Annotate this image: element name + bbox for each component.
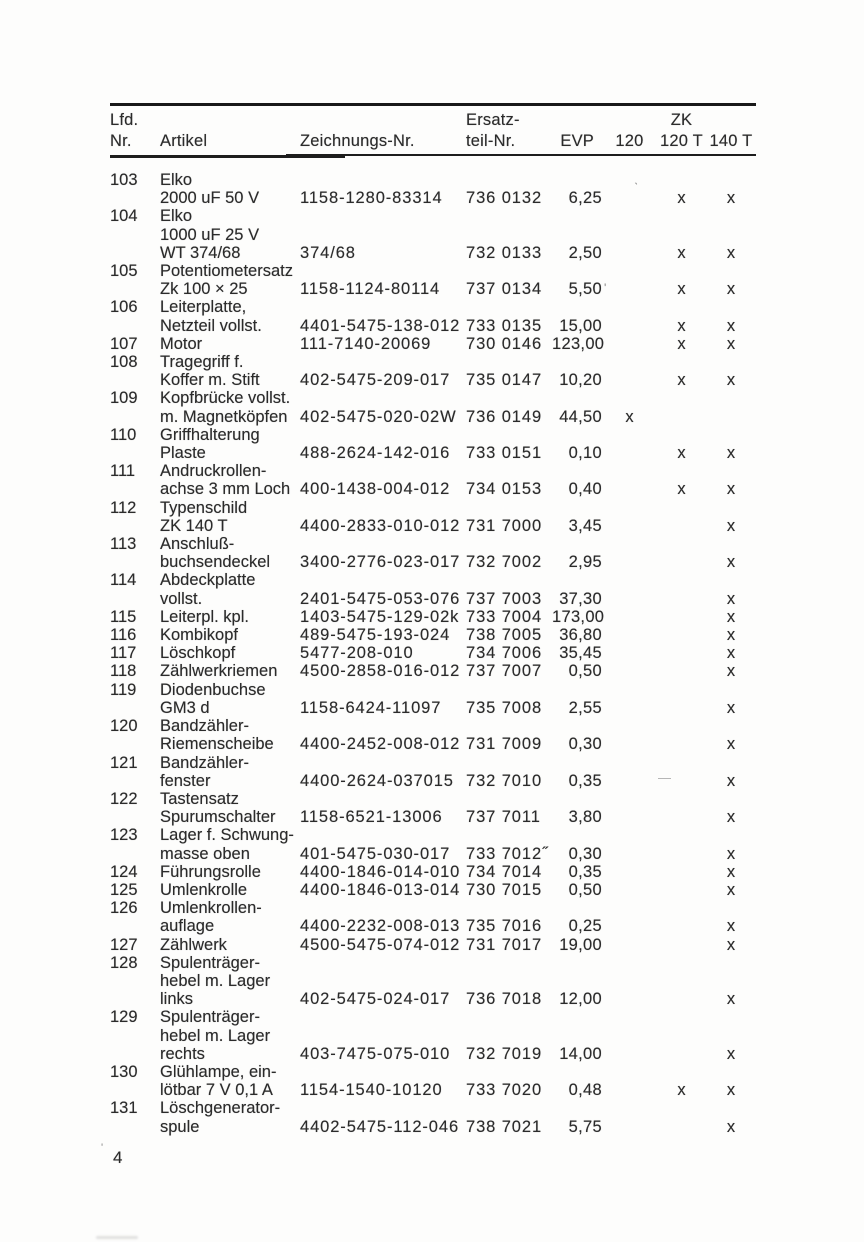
article-name bbox=[160, 1063, 300, 1099]
table-row bbox=[110, 462, 756, 498]
article-name bbox=[160, 207, 300, 262]
article-line: Tragegriff f. bbox=[160, 353, 244, 372]
mark-140t: x bbox=[726, 626, 736, 645]
drawing-number: 403-7475-075-010 bbox=[300, 1044, 451, 1063]
table-row bbox=[110, 626, 756, 644]
mark-140t: x bbox=[726, 771, 736, 790]
evp-price: 0,35 bbox=[568, 771, 602, 790]
table-row bbox=[110, 353, 756, 389]
article-line: Zk 100 × 25 bbox=[160, 280, 248, 299]
table-row bbox=[110, 826, 756, 862]
row-number: 116 bbox=[110, 626, 137, 645]
table-row bbox=[110, 899, 756, 935]
spare-part-number: 734 0153 bbox=[466, 480, 543, 499]
mark-140t: x bbox=[726, 334, 736, 353]
drawing-number: 4400-2833-010-012 bbox=[300, 516, 461, 535]
article-line: Spurumschalter bbox=[160, 808, 276, 827]
row-number: 121 bbox=[110, 753, 138, 772]
table-row bbox=[110, 1099, 756, 1135]
spare-part-number: 732 7002 bbox=[466, 553, 543, 572]
article-line: Anschluß- bbox=[160, 535, 235, 554]
article-name bbox=[160, 298, 300, 334]
evp-price: 2,55 bbox=[568, 698, 602, 717]
article-name bbox=[160, 1008, 300, 1063]
article-line: Leiterplatte, bbox=[160, 298, 247, 317]
article-line: Koffer m. Stift bbox=[160, 371, 260, 390]
evp-price: 37,30 bbox=[559, 589, 602, 608]
evp-price: 0,50 bbox=[568, 662, 602, 681]
mark-140t: x bbox=[726, 189, 736, 208]
evp-price: 0,25 bbox=[568, 917, 602, 936]
mark-120t: x bbox=[677, 189, 686, 208]
mark-140t: x bbox=[726, 935, 736, 954]
article-name bbox=[160, 335, 300, 353]
mark-120t: x bbox=[677, 334, 686, 353]
row-number: 104 bbox=[110, 207, 138, 226]
article-line: lötbar 7 V 0,1 A bbox=[160, 1081, 273, 1100]
mark-140t: x bbox=[726, 371, 736, 390]
mark-120t: x bbox=[677, 480, 686, 499]
spare-part-number: 733 7012˝ bbox=[466, 844, 549, 863]
page-number: 4 bbox=[113, 1148, 123, 1167]
evp-price: 0,48 bbox=[568, 1081, 602, 1100]
mark-140t: x bbox=[726, 662, 736, 681]
evp-price: 173,00 bbox=[552, 607, 605, 626]
spare-part-number: 738 7021 bbox=[466, 1117, 543, 1136]
article-line: 2000 uF 50 V bbox=[160, 189, 260, 208]
evp-price: 35,45 bbox=[559, 644, 602, 663]
article-line: Andruckrollen- bbox=[160, 462, 267, 481]
article-line: Griffhalterung bbox=[160, 425, 260, 444]
table-row bbox=[110, 790, 756, 826]
article-name bbox=[160, 754, 300, 790]
mark-140t: x bbox=[726, 644, 736, 663]
row-number: 115 bbox=[110, 607, 137, 626]
mark-140t: x bbox=[726, 880, 736, 899]
spare-part-number: 737 7007 bbox=[466, 662, 543, 681]
mark-140t: x bbox=[726, 1044, 736, 1063]
article-line: WT 374/68 bbox=[160, 243, 241, 262]
header-col-120t: 120 T bbox=[660, 131, 703, 150]
table-row bbox=[110, 681, 756, 717]
header-evp: EVP bbox=[560, 131, 594, 150]
table-row bbox=[110, 954, 756, 1009]
article-line: Bandzähler- bbox=[160, 717, 249, 736]
drawing-number: 489-5475-193-024 bbox=[300, 626, 451, 645]
row-number: 111 bbox=[110, 462, 136, 481]
row-number: 112 bbox=[110, 498, 137, 517]
drawing-number: 4401-5475-138-012 bbox=[300, 316, 461, 335]
mark-140t: x bbox=[726, 1081, 736, 1100]
article-line: Kopfbrücke vollst. bbox=[160, 389, 291, 408]
spare-part-number: 733 0151 bbox=[466, 444, 543, 463]
row-number: 106 bbox=[110, 298, 138, 317]
table-row bbox=[110, 298, 756, 334]
table-row bbox=[110, 608, 756, 626]
article-line: m. Magnetköpfen bbox=[160, 407, 288, 426]
article-name bbox=[160, 535, 300, 571]
article-line: auflage bbox=[160, 917, 215, 936]
drawing-number: 111-7140-20069 bbox=[300, 334, 432, 353]
article-line: spule bbox=[160, 1117, 200, 1136]
article-line: GM3 d bbox=[160, 698, 210, 717]
drawing-number: 488-2624-142-016 bbox=[300, 444, 451, 463]
article-line: Tastensatz bbox=[160, 789, 239, 808]
article-line: masse oben bbox=[160, 844, 250, 863]
article-line: buchsendeckel bbox=[160, 553, 271, 572]
evp-price: 15,00 bbox=[559, 316, 602, 335]
article-line: Lager f. Schwung- bbox=[160, 826, 294, 845]
article-line: Löschkopf bbox=[160, 644, 236, 663]
article-line: achse 3 mm Loch bbox=[160, 480, 291, 499]
article-line: Bandzähler- bbox=[160, 753, 249, 772]
article-line: hebel m. Lager bbox=[160, 971, 271, 990]
mark-140t: x bbox=[726, 480, 736, 499]
spare-part-number: 732 0133 bbox=[466, 243, 543, 262]
spare-part-number: 735 7016 bbox=[466, 917, 543, 936]
evp-price: 14,00 bbox=[559, 1044, 602, 1063]
drawing-number: 402-5475-209-017 bbox=[300, 371, 451, 390]
table-row bbox=[110, 535, 756, 571]
mark-140t: x bbox=[726, 553, 736, 572]
article-line: Umlenkrolle bbox=[160, 880, 248, 899]
table-row bbox=[110, 936, 756, 954]
drawing-number: 1158-6521-13006 bbox=[300, 808, 443, 827]
row-number: 127 bbox=[110, 935, 138, 954]
table-row bbox=[110, 863, 756, 881]
spare-part-number: 734 7006 bbox=[466, 644, 543, 663]
article-line: Elko bbox=[160, 207, 193, 226]
drawing-number: 4400-2624-037015 bbox=[300, 771, 454, 790]
mark-140t: x bbox=[726, 1117, 736, 1136]
drawing-number: 402-5475-020-02W bbox=[300, 407, 457, 426]
row-number: 126 bbox=[110, 899, 138, 918]
spare-part-number: 738 7005 bbox=[466, 626, 543, 645]
evp-price: 2,95 bbox=[568, 553, 602, 572]
drawing-number: 4400-2232-008-013 bbox=[300, 917, 461, 936]
spare-part-number: 733 0135 bbox=[466, 316, 543, 335]
header-spacer bbox=[706, 110, 756, 131]
evp-price: 44,50 bbox=[559, 407, 602, 426]
row-number: 117 bbox=[110, 644, 137, 663]
article-name bbox=[160, 626, 300, 644]
article-line: ZK 140 T bbox=[160, 516, 228, 535]
evp-price: 0,35 bbox=[568, 862, 602, 881]
header-zeichnungs-nr: Zeichnungs-Nr. bbox=[300, 131, 415, 150]
article-line: Zählwerkriemen bbox=[160, 662, 278, 681]
article-name bbox=[160, 899, 300, 935]
parts-table bbox=[110, 103, 756, 1136]
drawing-number: 4500-5475-074-012 bbox=[300, 935, 461, 954]
article-name bbox=[160, 863, 300, 881]
drawing-number: 1403-5475-129-02k bbox=[300, 607, 460, 626]
header-col-140t: 140 T bbox=[709, 131, 753, 150]
scan-speck: ' bbox=[604, 281, 607, 295]
mark-140t: x bbox=[726, 862, 736, 881]
evp-price: 6,25 bbox=[568, 189, 602, 208]
spare-part-number: 734 7014 bbox=[466, 862, 543, 881]
mark-120t: x bbox=[677, 444, 686, 463]
drawing-number: 4400-1846-014-010 bbox=[300, 862, 461, 881]
article-name bbox=[160, 389, 300, 425]
article-line: Spulenträger- bbox=[160, 953, 260, 972]
article-name bbox=[160, 681, 300, 717]
article-line: Leiterpl. kpl. bbox=[160, 607, 249, 626]
row-number: 123 bbox=[110, 826, 138, 845]
table-row bbox=[110, 1008, 756, 1063]
drawing-number: 400-1438-004-012 bbox=[300, 480, 451, 499]
drawing-number: 4500-2858-016-012 bbox=[300, 662, 461, 681]
mark-120t: x bbox=[677, 280, 686, 299]
article-line: rechts bbox=[160, 1044, 205, 1063]
mark-140t: x bbox=[726, 917, 736, 936]
table-row bbox=[110, 571, 756, 607]
article-line: Potentiometersatz bbox=[160, 262, 293, 281]
spare-part-number: 733 7004 bbox=[466, 607, 543, 626]
article-line: fenster bbox=[160, 771, 211, 790]
spare-part-number: 732 7010 bbox=[466, 771, 543, 790]
table-body bbox=[110, 171, 756, 1136]
evp-price: 12,00 bbox=[559, 990, 602, 1009]
row-number: 109 bbox=[110, 389, 138, 408]
table-row bbox=[110, 335, 756, 353]
evp-price: 5,50 bbox=[568, 280, 602, 299]
row-number: 110 bbox=[110, 425, 137, 444]
evp-price: 36,80 bbox=[559, 626, 602, 645]
header-spacer bbox=[552, 110, 602, 131]
spare-part-number: 731 7009 bbox=[466, 735, 543, 754]
spare-part-number: 736 0132 bbox=[466, 189, 543, 208]
drawing-number: 374/68 bbox=[300, 243, 356, 262]
scan-speck: ˋ bbox=[634, 180, 639, 195]
drawing-number: 4400-2452-008-012 bbox=[300, 735, 461, 754]
mark-140t: x bbox=[726, 243, 736, 262]
article-name bbox=[160, 262, 300, 298]
article-line: hebel m. Lager bbox=[160, 1026, 271, 1045]
table-header-line-1 bbox=[110, 110, 756, 131]
row-number: 129 bbox=[110, 1008, 138, 1027]
row-number: 103 bbox=[110, 171, 138, 189]
mark-140t: x bbox=[726, 316, 736, 335]
table-row bbox=[110, 262, 756, 298]
mark-120: x bbox=[625, 407, 634, 426]
spare-part-number: 731 7000 bbox=[466, 516, 543, 535]
spare-part-number: 735 0147 bbox=[466, 371, 543, 390]
article-line: Motor bbox=[160, 334, 203, 353]
article-line: Elko bbox=[160, 171, 193, 189]
row-number: 118 bbox=[110, 662, 137, 681]
scan-speck: — bbox=[658, 770, 671, 785]
row-number: 131 bbox=[110, 1099, 138, 1118]
mark-140t: x bbox=[726, 280, 736, 299]
evp-price: 2,50 bbox=[568, 243, 602, 262]
article-line: Umlenkrollen- bbox=[160, 899, 262, 918]
article-name bbox=[160, 936, 300, 954]
article-name bbox=[160, 644, 300, 662]
evp-price: 19,00 bbox=[559, 935, 602, 954]
article-line: Glühlampe, ein- bbox=[160, 1062, 277, 1081]
table-row bbox=[110, 644, 756, 662]
row-number: 124 bbox=[110, 862, 138, 881]
spare-part-number: 730 7015 bbox=[466, 880, 543, 899]
article-line: Plaste bbox=[160, 444, 206, 463]
drawing-number: 1158-6424-11097 bbox=[300, 698, 442, 717]
evp-price: 0,40 bbox=[568, 480, 602, 499]
article-line: vollst. bbox=[160, 589, 203, 608]
spare-part-number: 733 7020 bbox=[466, 1081, 543, 1100]
drawing-number: 1154-1540-10120 bbox=[300, 1081, 443, 1100]
spare-part-number: 730 0146 bbox=[466, 334, 543, 353]
table-row bbox=[110, 881, 756, 899]
article-name bbox=[160, 426, 300, 462]
article-name bbox=[160, 353, 300, 389]
article-name bbox=[160, 790, 300, 826]
article-line: 1000 uF 25 V bbox=[160, 225, 260, 244]
evp-price: 5,75 bbox=[568, 1117, 602, 1136]
row-number: 119 bbox=[110, 680, 137, 699]
article-name bbox=[160, 826, 300, 862]
article-line: links bbox=[160, 990, 194, 1009]
drawing-number: 402-5475-024-017 bbox=[300, 990, 451, 1009]
article-line: Abdeckplatte bbox=[160, 571, 256, 590]
evp-price: 0,30 bbox=[568, 844, 602, 863]
article-line: Zählwerk bbox=[160, 935, 227, 954]
mark-120t: x bbox=[677, 316, 686, 335]
article-line: Netzteil vollst. bbox=[160, 316, 262, 335]
article-line: Spulenträger- bbox=[160, 1008, 260, 1027]
article-name bbox=[160, 171, 300, 207]
mark-140t: x bbox=[726, 444, 736, 463]
header-ersatzteil-nr: teil-Nr. bbox=[466, 131, 516, 150]
spare-part-number: 737 0134 bbox=[466, 280, 543, 299]
header-col-120: 120 bbox=[615, 131, 644, 150]
row-number: 108 bbox=[110, 353, 138, 372]
article-name bbox=[160, 1099, 300, 1135]
table-row bbox=[110, 499, 756, 535]
table-row bbox=[110, 389, 756, 425]
spare-part-number: 736 0149 bbox=[466, 407, 543, 426]
mark-140t: x bbox=[726, 516, 736, 535]
article-name bbox=[160, 571, 300, 607]
header-lfd-line1: Lfd. bbox=[110, 111, 139, 129]
row-number: 105 bbox=[110, 262, 138, 281]
table-header-rule bbox=[110, 153, 756, 157]
article-line: Typenschild bbox=[160, 498, 248, 517]
article-line: Führungsrolle bbox=[160, 862, 261, 881]
drawing-number: 4402-5475-112-046 bbox=[300, 1117, 460, 1136]
evp-price: 3,45 bbox=[568, 516, 602, 535]
header-rule-segment-right bbox=[286, 154, 756, 157]
header-spacer bbox=[602, 110, 657, 131]
mark-140t: x bbox=[726, 808, 736, 827]
table-header-line-2 bbox=[110, 131, 756, 152]
evp-price: 0,30 bbox=[568, 735, 602, 754]
evp-price: 0,10 bbox=[568, 444, 602, 463]
article-line: Kombikopf bbox=[160, 626, 238, 645]
row-number: 114 bbox=[110, 571, 137, 590]
mark-140t: x bbox=[726, 698, 736, 717]
table-row bbox=[110, 717, 756, 753]
mark-120t: x bbox=[677, 243, 686, 262]
mark-140t: x bbox=[726, 589, 736, 608]
evp-price: 10,20 bbox=[559, 371, 602, 390]
header-zk-group: ZK bbox=[670, 111, 693, 129]
table-row bbox=[110, 1063, 756, 1099]
article-line: Diodenbuchse bbox=[160, 680, 266, 699]
evp-price: 0,50 bbox=[568, 880, 602, 899]
mark-140t: x bbox=[726, 844, 736, 863]
row-number: 122 bbox=[110, 789, 138, 808]
spare-part-number: 736 7018 bbox=[466, 990, 543, 1009]
spare-part-number: 735 7008 bbox=[466, 698, 543, 717]
spare-part-number: 732 7019 bbox=[466, 1044, 543, 1063]
drawing-number: 1158-1280-83314 bbox=[300, 189, 443, 208]
table-row bbox=[110, 426, 756, 462]
table-row bbox=[110, 662, 756, 680]
scan-smudge bbox=[96, 1236, 138, 1239]
article-name bbox=[160, 608, 300, 626]
evp-price: 123,00 bbox=[552, 334, 605, 353]
mark-140t: x bbox=[726, 607, 736, 626]
table-header bbox=[110, 106, 756, 151]
mark-140t: x bbox=[726, 990, 736, 1009]
row-number: 120 bbox=[110, 717, 138, 736]
row-number: 130 bbox=[110, 1062, 138, 1081]
header-artikel: Artikel bbox=[160, 131, 208, 150]
header-ersatz-line1: Ersatz- bbox=[466, 111, 520, 129]
mark-120t: x bbox=[677, 1081, 686, 1100]
row-number: 107 bbox=[110, 334, 138, 353]
evp-price: 3,80 bbox=[568, 808, 602, 827]
spare-part-number: 731 7017 bbox=[466, 935, 543, 954]
row-number: 125 bbox=[110, 880, 138, 899]
article-line: Löschgenerator- bbox=[160, 1099, 281, 1118]
drawing-number: 4400-1846-013-014 bbox=[300, 880, 461, 899]
header-spacer bbox=[300, 110, 466, 131]
spare-part-number: 737 7003 bbox=[466, 589, 543, 608]
article-name bbox=[160, 881, 300, 899]
table-row bbox=[110, 171, 756, 207]
row-number: 113 bbox=[110, 535, 137, 554]
article-name bbox=[160, 954, 300, 1009]
table-row bbox=[110, 207, 756, 262]
article-name bbox=[160, 499, 300, 535]
article-line: Riemenscheibe bbox=[160, 735, 274, 754]
row-number: 128 bbox=[110, 953, 138, 972]
drawing-number: 3400-2776-023-017 bbox=[300, 553, 461, 572]
article-name bbox=[160, 662, 300, 680]
article-name bbox=[160, 462, 300, 498]
drawing-number: 5477-208-010 bbox=[300, 644, 414, 663]
drawing-number: 2401-5475-053-076 bbox=[300, 589, 461, 608]
mark-140t: x bbox=[726, 735, 736, 754]
header-lfd-nr: Nr. bbox=[110, 131, 132, 150]
drawing-number: 1158-1124-80114 bbox=[300, 280, 441, 299]
spare-part-number: 737 7011 bbox=[466, 808, 541, 827]
header-spacer bbox=[160, 110, 300, 131]
mark-120t: x bbox=[677, 371, 686, 390]
drawing-number: 401-5475-030-017 bbox=[300, 844, 451, 863]
article-name bbox=[160, 717, 300, 753]
scan-speck: ' bbox=[101, 1142, 104, 1154]
